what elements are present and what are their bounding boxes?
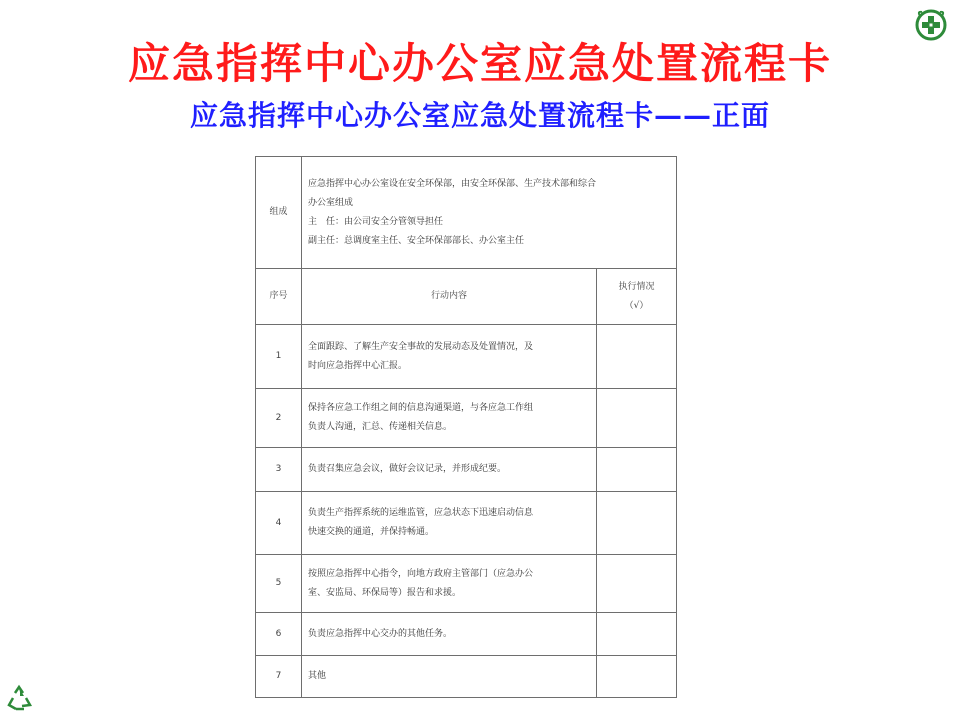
row-action	[302, 613, 597, 656]
header-row	[256, 269, 677, 325]
row-action-line: 时向应急指挥中心汇报。	[308, 360, 408, 371]
row-status-cell[interactable]	[597, 325, 677, 389]
row-status-cell[interactable]	[597, 555, 677, 613]
row-action	[302, 656, 597, 698]
row-index: 6	[256, 613, 302, 656]
composition-row	[256, 157, 677, 269]
table-row	[256, 325, 677, 389]
status-header-line: 执行情况	[618, 281, 655, 292]
table-row	[256, 389, 677, 448]
row-action-line: 负责人沟通，汇总、传递相关信息。	[308, 422, 453, 432]
column-header-index: 序号	[256, 269, 302, 325]
row-index: 7	[256, 656, 302, 698]
page-title: 应急指挥中心办公室应急处置流程卡	[127, 39, 832, 88]
row-action-line: 负责生产指挥系统的运维监管，应急状态下迅速启动信息	[308, 508, 534, 518]
composition-line: 主 任：由公司安全分管领导担任	[308, 216, 444, 227]
page-subtitle: 应急指挥中心办公室应急处置流程卡——正面	[189, 99, 770, 132]
table-row	[256, 492, 677, 555]
status-header-line: （√）	[624, 300, 649, 311]
composition-line: 副主任：总调度室主任、安全环保部部长、办公室主任	[308, 235, 525, 246]
row-action	[302, 448, 597, 492]
process-card-table	[255, 156, 677, 698]
row-index: 2	[256, 389, 302, 448]
row-action-line: 负责召集应急会议，做好会议记录，并形成纪要。	[308, 464, 507, 474]
row-action-line: 室、安监局、环保局等）报告和求援。	[308, 587, 462, 598]
composition-line: 办公室组成	[308, 197, 354, 208]
composition-content	[302, 157, 677, 269]
safety-cross-logo-icon	[914, 8, 948, 42]
row-action-line: 快速交换的通道，并保持畅通。	[308, 527, 435, 537]
row-status-cell[interactable]	[597, 613, 677, 656]
table-row	[256, 613, 677, 656]
row-index: 4	[256, 492, 302, 555]
row-action	[302, 492, 597, 555]
table-row	[256, 656, 677, 698]
row-status-cell[interactable]	[597, 448, 677, 492]
recycle-icon	[4, 684, 34, 714]
row-action-line: 按照应急指挥中心指令，向地方政府主管部门（应急办公	[308, 568, 534, 579]
composition-label: 组成	[256, 157, 302, 269]
row-index: 1	[256, 325, 302, 389]
row-action-line: 全面跟踪、了解生产安全事故的发展动态及处置情况，及	[308, 341, 534, 352]
table-row	[256, 448, 677, 492]
row-action	[302, 389, 597, 448]
row-index: 5	[256, 555, 302, 613]
row-status-cell[interactable]	[597, 389, 677, 448]
row-status-cell[interactable]	[597, 492, 677, 555]
column-header-status	[597, 269, 677, 325]
row-action-line: 保持各应急工作组之间的信息沟通渠道，与各应急工作组	[308, 403, 534, 413]
composition-line: 应急指挥中心办公室设在安全环保部，由安全环保部、生产技术部和综合	[308, 178, 597, 189]
table-row	[256, 555, 677, 613]
column-header-action: 行动内容	[302, 269, 597, 325]
row-action	[302, 325, 597, 389]
row-status-cell[interactable]	[597, 656, 677, 698]
row-index: 3	[256, 448, 302, 492]
row-action-line: 其他	[308, 671, 327, 681]
row-action-line: 负责应急指挥中心交办的其他任务。	[308, 628, 453, 639]
row-action	[302, 555, 597, 613]
